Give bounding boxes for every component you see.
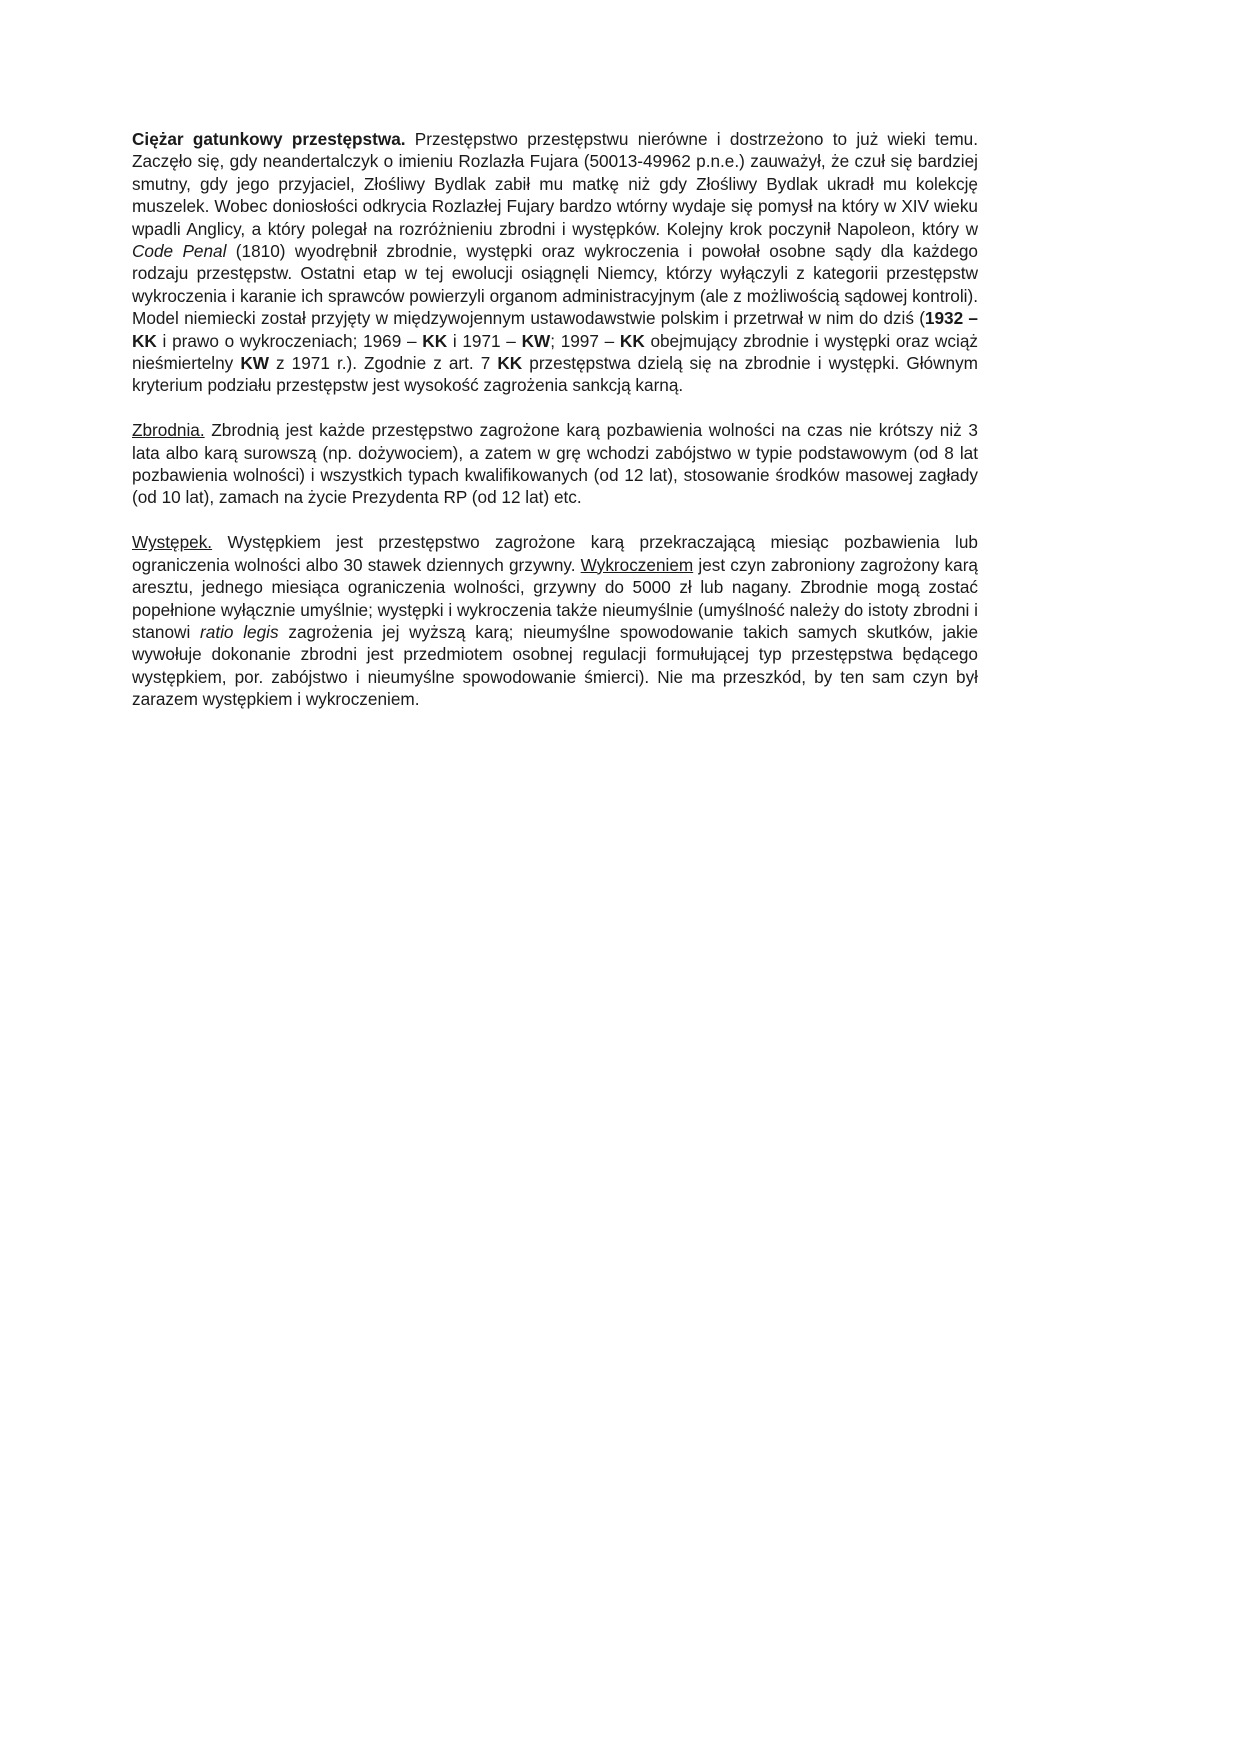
bold-term: KK <box>497 353 523 374</box>
text-run: Przestępstwo przestępstwu nierówne i dostrzeżono to już wieki temu. Zaczęło się, gdy neandertalczyk o imieniu Rozlazła Fujara (50013-49962 p.n.e.) zauważył, że czuł się bardziej smutny, gdy jego przyjaciel, Złośliwy Bydlak zabił mu matkę niż gdy Złośliwy Bydlak ukradł mu kolekcję muszelek. Wobec doniosłości odkrycia Rozlazłej Fujary bardzo wtórny wydaje się pomysł na który w XIV wieku wpadli Anglicy, a który polegał na rozróżnieniu zbrodni i występków. Kolejny krok poczynił Napoleon, który w <box>132 129 978 239</box>
bold-term: KK <box>422 330 448 351</box>
underlined-term-wykroczeniem: Wykroczeniem <box>580 554 694 575</box>
document-body <box>132 128 978 733</box>
bold-term: KW <box>521 330 551 351</box>
text-run: i prawo o wykroczeniach; 1969 – <box>156 330 423 351</box>
text-run: zagrożenia jej wyższą karą; nieumyślne spowodowanie takich samych skutków, jakie wywołuje dokonanie zbrodni jest przedmiotem osobnej regulacji formułującej typ przestępstwa będącego występkiem, por. zabójstwo i nieumyślne spowodowanie śmierci). Nie ma przeszkód, by ten sam czyn był zarazem występkiem i wykroczeniem. <box>132 621 979 710</box>
bold-term: 1932 – KK <box>132 308 978 351</box>
bold-term: KW <box>240 353 269 374</box>
text-run: Zbrodnią jest każde przestępstwo zagrożone karą pozbawienia wolności na czas nie krótszy niż 3 lata albo karą surowszą (np. dożywociem), a zatem w grę wchodzi zabójstwo w typie podstawowym (od 8 lat pozbawienia wolności) i wszystkich typach kwalifikowanych (od 12 lat), stosowanie środków masowej zagłady (od 10 lat), zamach na życie Prezydenta RP (od 12 lat) etc. <box>132 420 978 508</box>
paragraph-zbrodnia <box>132 419 978 509</box>
paragraph-intro <box>132 128 978 397</box>
text-run: jest czyn zabroniony zagrożony karą aresztu, jednego miesiąca ograniczenia wolności, grzywny do 5000 zł lub nagany. Zbrodnie mogą zostać popełnione wyłącznie umyślnie; występki i wykroczenia także nieumyślnie (umyślność należy do istoty zbrodni i stanowi <box>132 554 978 642</box>
text-run: (1810) wyodrębnił zbrodnie, występki oraz wykroczenia i powołał osobne sądy dla każdego rodzaju przestępstw. Ostatni etap w tej ewolucji osiągnęli Niemcy, którzy wyłączyli z kategorii przestępstw wykroczenia i karanie ich sprawców powierzyli organom administracyjnym (ale z możliwością sądowej kontroli). Model niemiecki został przyjęty w międzywojennym ustawodawstwie polskim i przetrwał w nim do dziś ( <box>132 241 978 329</box>
text-run: obejmujący zbrodnie i występki oraz wciąż nieśmiertelny <box>132 330 978 374</box>
text-run: ; 1997 – <box>550 330 620 351</box>
section-heading-ciezar: Ciężar gatunkowy przestępstwa. <box>132 129 406 149</box>
italic-term-ratio-legis: ratio legis <box>200 621 279 642</box>
section-heading-wystepek: Występek. <box>132 532 213 553</box>
text-run: przestępstwa dzielą się na zbrodnie i występki. Głównym kryterium podziału przestępstw jest wysokość zagrożenia sankcją karną. <box>132 353 978 396</box>
italic-term-code-penal: Code Penal <box>132 241 227 262</box>
bold-term: KK <box>619 330 645 351</box>
text-run: Występkiem jest przestępstwo zagrożone karą przekraczającą miesiąc pozbawienia lub ograniczenia wolności albo 30 stawek dziennych grzywny. <box>132 532 978 575</box>
text-run: i 1971 – <box>447 330 522 351</box>
paragraph-wystepek <box>132 531 978 710</box>
section-heading-zbrodnia: Zbrodnia. <box>132 420 205 441</box>
text-run: z 1971 r.). Zgodnie z art. 7 <box>268 353 498 374</box>
